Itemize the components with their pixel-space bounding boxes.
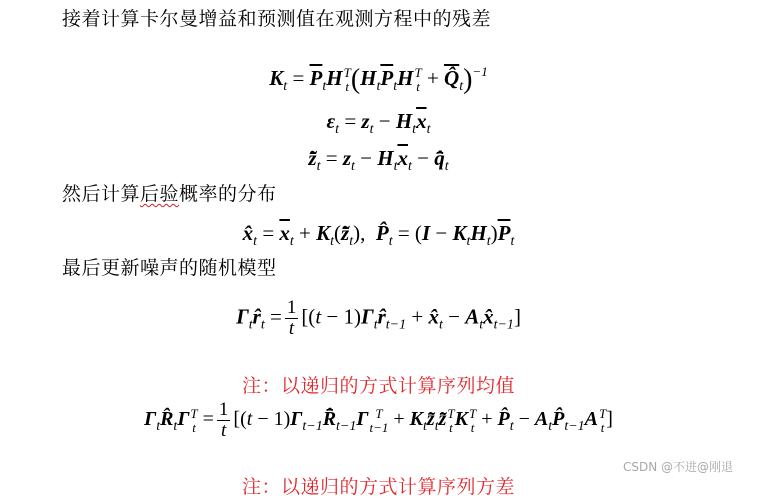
note-mean: 注：以递归的方式计算序列均值	[241, 375, 515, 397]
equation-posterior: $x̂_t = \overline{x}_t$ + $K_t(z̃̄_t)$, $P̂_t = (I - K_tH_t)\overline{P}_t$	[242, 221, 515, 249]
note-variance: 注：以递归的方式计算序列方差	[241, 476, 515, 498]
posterior-text	[62, 182, 277, 206]
posterior-text-a: 然后计算	[62, 183, 141, 205]
equation-kalman-gain: $K_t = \overline{P}_tH$ T t ($H_t\overline{P}_tH$ T t + $Q̂_t)^{-1}$	[269, 64, 488, 95]
equation-variance-recursion: $\Gamma_tR̂_t\Gamma$ T t = $\frac{1}{t}$ [$(t - 1)\Gamma_{t-1}R̂̄_{t-1}\Gamma$ T t−1 + $K_tz̃̄_tz̃̄$ T t K T t + $P̂_t$ − $A_tP̂_{t-1}A$ T t ]	[144, 399, 613, 441]
watermark: CSDN @不进@刚退	[622, 460, 733, 474]
equation-residual: $\varepsilon_t = z_t - H_t\overline{x}_t$	[326, 109, 431, 137]
equation-residual-tilde: $z̃̄_t = z_t - H_t\overline{x}_t$ − $q̂̄_t$	[308, 146, 449, 174]
noise-update-text: 最后更新噪声的随机模型	[62, 257, 277, 279]
intro-text: 接着计算卡尔曼增益和预测值在观测方程中的残差	[62, 8, 492, 30]
equation-mean-recursion: $\Gamma_tr̂_t$ = $\frac{1}{t}$ [$(t - 1)\Gamma_tr̂_{t-1}$ + $x̂_t$ − $A_tx̂_{t-1}$]	[236, 297, 521, 339]
posterior-text-c: 概率的分布	[179, 183, 277, 205]
posterior-text-b: 后验	[140, 183, 180, 205]
